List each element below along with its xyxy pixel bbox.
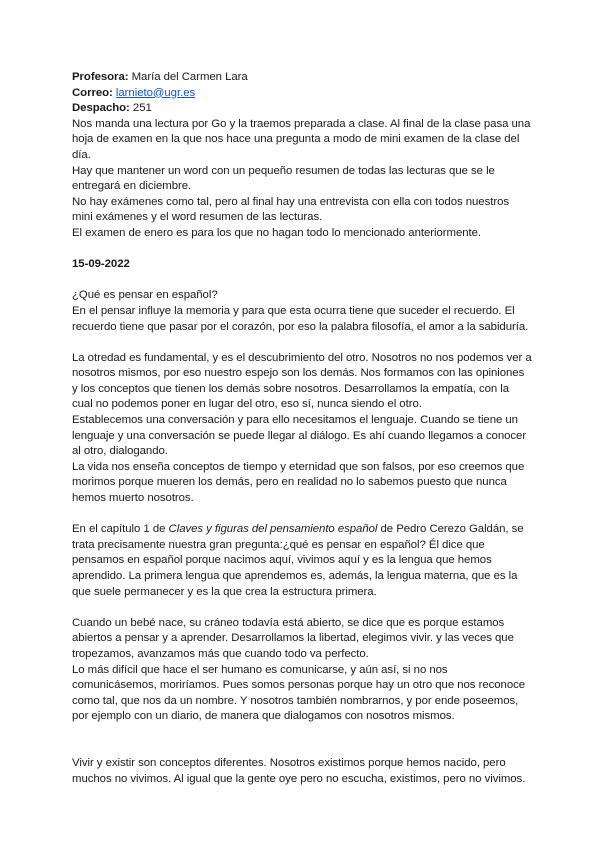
intro-paragraph-3: No hay exámenes como tal, pero al final hay una entrevista con ella con todos nuestros mini exámenes y el word resumen de las lecturas. (72, 195, 510, 224)
paragraph-vivir-existir: Vivir y existir son conceptos diferentes. Nosotros existimos porque hemos nacido, pero muchos no vivimos. Al igual que la gente oye pero no escucha, existimos, pero no vivimos. (72, 756, 526, 785)
section-date: 15-09-2022 (72, 258, 130, 271)
book-title: Claves y figuras del pensamiento español (168, 523, 378, 536)
header-block (72, 70, 532, 117)
paragraph-otredad: La otredad es fundamental, y es el descubrimiento del otro. Nosotros no nos podemos ver a nosotros mismos, por eso nuestro espejo son los demás. Nos formamos con las opiniones y los conceptos que tienen los demás sobre nosotros. Desarrollamos la empatía, con la cual no podemos poner en lugar del otro, eso sí, nunca siendo el otro. (72, 351, 532, 411)
question-heading: ¿Qué es pensar en español? (72, 289, 218, 302)
correo-line (72, 86, 532, 102)
profesora-line (72, 70, 532, 86)
capitulo-post: de Pedro Cerezo Galdán, se trata precisamente nuestra gran pregunta:¿qué es pensar en español? Él dice que pensamos en español porque nacimos aquí, vivimos aquí y es la lengua que hemos aprendido. La primera lengua que aprendemos es, además, la lengua materna, que es la que suele permanecer y es la que crea la estructura primera. (72, 523, 524, 598)
paragraph-conversacion: Establecemos una conversación y para ello necesitamos el lenguaje. Cuando se tiene un lenguaje y una conversación se puede llegar al diálogo. Es ahí cuando llegamos a conocer al otro, dialogando. (72, 414, 527, 458)
despacho-line (72, 101, 532, 117)
despacho-label: Despacho: (72, 102, 130, 115)
email-link[interactable]: larnieto@ugr.es (115, 86, 196, 99)
paragraph-bebe: Cuando un bebé nace, su cráneo todavía está abierto, se dice que es porque estamos abiertos a pensar y a aprender. Desarrollamos la libertad, elegimos vivir. y las veces que tropezamos, avanzamos más que cuando todo va perfecto. (72, 616, 514, 660)
paragraph-comunicarse: Lo más difícil que hace el ser humano es comunicarse, y aún así, si no nos comunicásemos, moriríamos. Pues somos personas porque hay un otro que nos reconoce como tal, que nos da un nombre. Y nosotros también nombrarnos, y por ende poseemos, por ejemplo con un diario, de manera que dialogamos con nosotros mismos. (72, 663, 526, 723)
intro-paragraph-4: El examen de enero es para los que no hagan todo lo mencionado anteriormente. (72, 226, 482, 239)
paragraph-tiempo: La vida nos enseña conceptos de tiempo y eternidad que son falsos, por eso creemos que morimos porque mueren los demás, pero en realidad no lo sabemos puesto que nunca hemos muerto nosotros. (72, 460, 525, 505)
profesora-value: María del Carmen Lara (131, 71, 248, 83)
intro-paragraph-1: Nos manda una lectura por Go y la traemos preparada a clase. Al final de la clase pasa una hoja de examen en la que nos hace una pregunta a modo de mini examen de la clase del día. (72, 117, 531, 161)
despacho-value: 251 (132, 102, 152, 115)
profesora-label: Profesora: (72, 71, 129, 83)
capitulo-pre: En el capítulo 1 de (72, 523, 169, 536)
paragraph-memoria: En el pensar influye la memoria y para que esta ocurra tiene que suceder el recuerdo. El recuerdo tiene que pasar por el corazón, por eso la palabra filosofía, el amor a la sabiduría. (72, 304, 529, 333)
document-page (72, 70, 532, 787)
intro-paragraph-2: Hay que mantener un word con un pequeño resumen de todas las lecturas que se le entregará en diciembre. (72, 164, 495, 193)
paragraph-capitulo (72, 522, 532, 600)
correo-label: Correo: (72, 86, 113, 99)
